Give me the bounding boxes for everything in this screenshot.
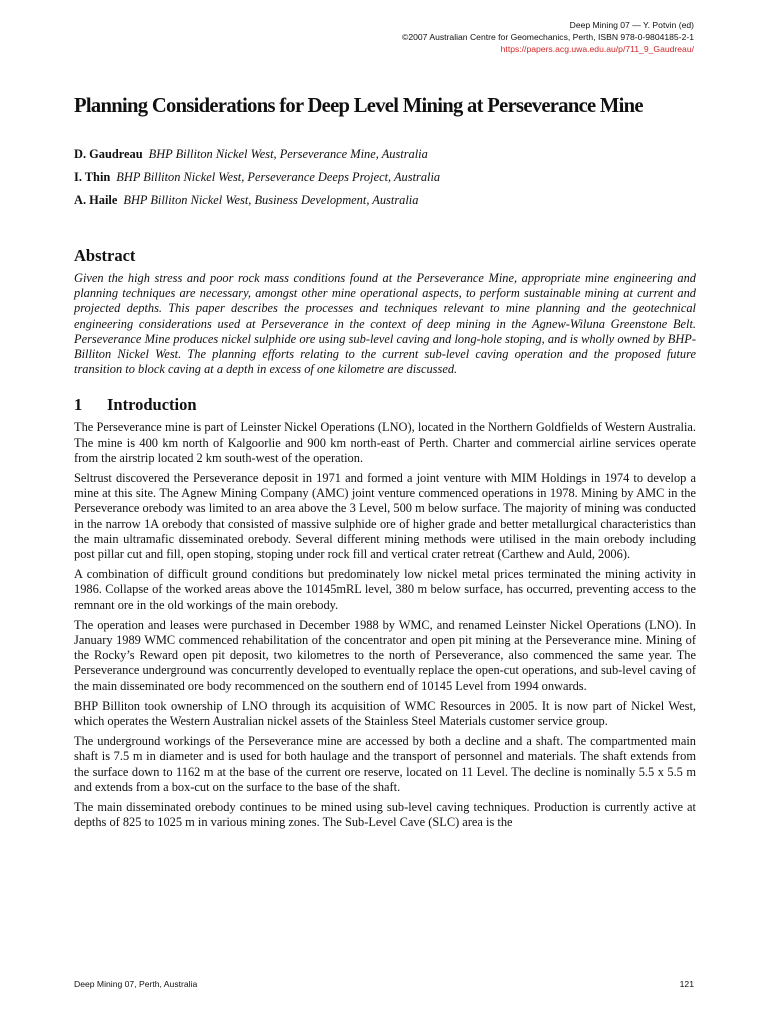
author-entry: [74, 194, 694, 206]
author-affiliation: BHP Billiton Nickel West, Business Development, Australia: [123, 193, 419, 207]
section-number: 1: [74, 395, 83, 415]
abstract-heading: Abstract: [74, 246, 136, 265]
author-affiliation: BHP Billiton Nickel West, Perseverance Deeps Project, Australia: [116, 170, 441, 184]
author-name: I. Thin: [74, 170, 111, 184]
paragraph: The operation and leases were purchased in December 1988 by WMC, and renamed Leinster Nickel Operations (LNO). In January 1989 WMC commenced rehabilitation of the concentrator and open pit mining at the Perseverance mine. Mining of the Rocky’s Reward open pit deposit, two kilometres to the north of Perseverance, also commenced the same year. The Perseverance underground was concurrently developed to eventually replace the open-cut operations, and sub-level caving of the main disseminated ore body recommenced on the southern end of 10145 Level from 1994 onwards.: [74, 617, 696, 693]
running-footer: [74, 979, 694, 989]
paragraph: BHP Billiton took ownership of LNO through its acquisition of WMC Resources in 2005. It is now part of Nickel West, which operates the Western Australian nickel assets of the Stainless Steel Materials customer service group.: [74, 698, 696, 729]
page-number: 121: [679, 979, 694, 989]
paragraph: The main disseminated orebody continues to be mined using sub-level caving techniques. Production is currently active at depths of 825 to 1025 m in various mining zones. The Sub-Level Cave (SLC) area is the: [74, 800, 696, 830]
author-list: [74, 148, 694, 217]
header-url-link[interactable]: https://papers.acg.uwa.edu.au/p/711_9_Gaudreau/: [500, 44, 694, 54]
paragraph: A combination of difficult ground conditions but predominately low nickel metal prices terminated the mining activity in 1986. Collapse of the worked areas above the 10145mRL level, 380 m below surface, has occurred, preventing access to the remnant ore in the old workings of the main orebody.: [74, 567, 696, 612]
section-title: Introduction: [107, 395, 197, 415]
section-heading-introduction: [74, 393, 696, 417]
paragraph: Seltrust discovered the Perseverance deposit in 1971 and formed a joint venture with MIM Holdings in 1974 to develop a mine at this site. The Agnew Mining Company (AMC) joint venture commenced operations in 1978. Mining by AMC in the Perseverance orebody was limited to an area above the 3 Level, 500 m below surface. The majority of mining was conducted in the narrow 1A orebody that consisted of massive sulphide ore of higher grade and better metallurgical characteristics than the main ultramafic disseminated orebody. Several different mining methods were utilised in the main orebody including post pillar cut and fill, open stoping, stoping under rock fill and vertical crater retreat (Carthew and Auld, 2006).: [74, 471, 696, 562]
paragraph: The Perseverance mine is part of Leinster Nickel Operations (LNO), located in the Northern Goldfields of Western Australia. The mine is 400 km north of Kalgoorlie and 900 km north-east of Perth. Charter and commercial airline services operate from the airstrip located 2 km south-west of the operation.: [74, 420, 696, 465]
abstract-text: Given the high stress and poor rock mass conditions found at the Perseverance Mine, appropriate mine engineering and planning techniques are necessary, amongst other mine operational aspects, to perform sustainable mining at current and projected depths. This paper describes the processes and techniques relevant to mine planning and the geotechnical engineering considerations used at Perseverance in the context of deep mining in the Agnew-Wiluna Greenstone Belt. Perseverance Mine produces nickel sulphide ore using sub-level caving and long-hole stoping, and is wholly owned by BHP-Billiton Nickel West. The planning efforts relating to the current sub-level caving operation and the proposed future transition to block caving at a depth in excess of one kilometre are discussed.: [74, 271, 696, 377]
header-proceedings: Deep Mining 07 — Y. Potvin (ed): [569, 20, 694, 30]
author-entry: [74, 171, 694, 183]
paper-body: [74, 244, 696, 836]
running-header: [402, 19, 694, 55]
author-entry: [74, 148, 694, 160]
header-copyright: ©2007 Australian Centre for Geomechanics, Perth, ISBN 978-0-9804185-2-1: [402, 32, 694, 42]
author-affiliation: BHP Billiton Nickel West, Perseverance Mine, Australia: [148, 147, 428, 161]
paper-title: Planning Considerations for Deep Level Mining at Perseverance Mine: [74, 95, 643, 117]
author-name: A. Haile: [74, 193, 118, 207]
author-name: D. Gaudreau: [74, 147, 143, 161]
paragraph: The underground workings of the Perseverance mine are accessed by both a decline and a shaft. The compartmented main shaft is 7.5 m in diameter and is used for both haulage and the transport of personnel and materials. The shaft extends from the surface down to 1162 m at the base of the current ore reserve, located on 11 Level. The decline is nominally 5.5 x 5.5 m and extends from a box-cut on the surface to the base of the shaft.: [74, 734, 696, 794]
footer-proceedings: Deep Mining 07, Perth, Australia: [74, 979, 198, 989]
